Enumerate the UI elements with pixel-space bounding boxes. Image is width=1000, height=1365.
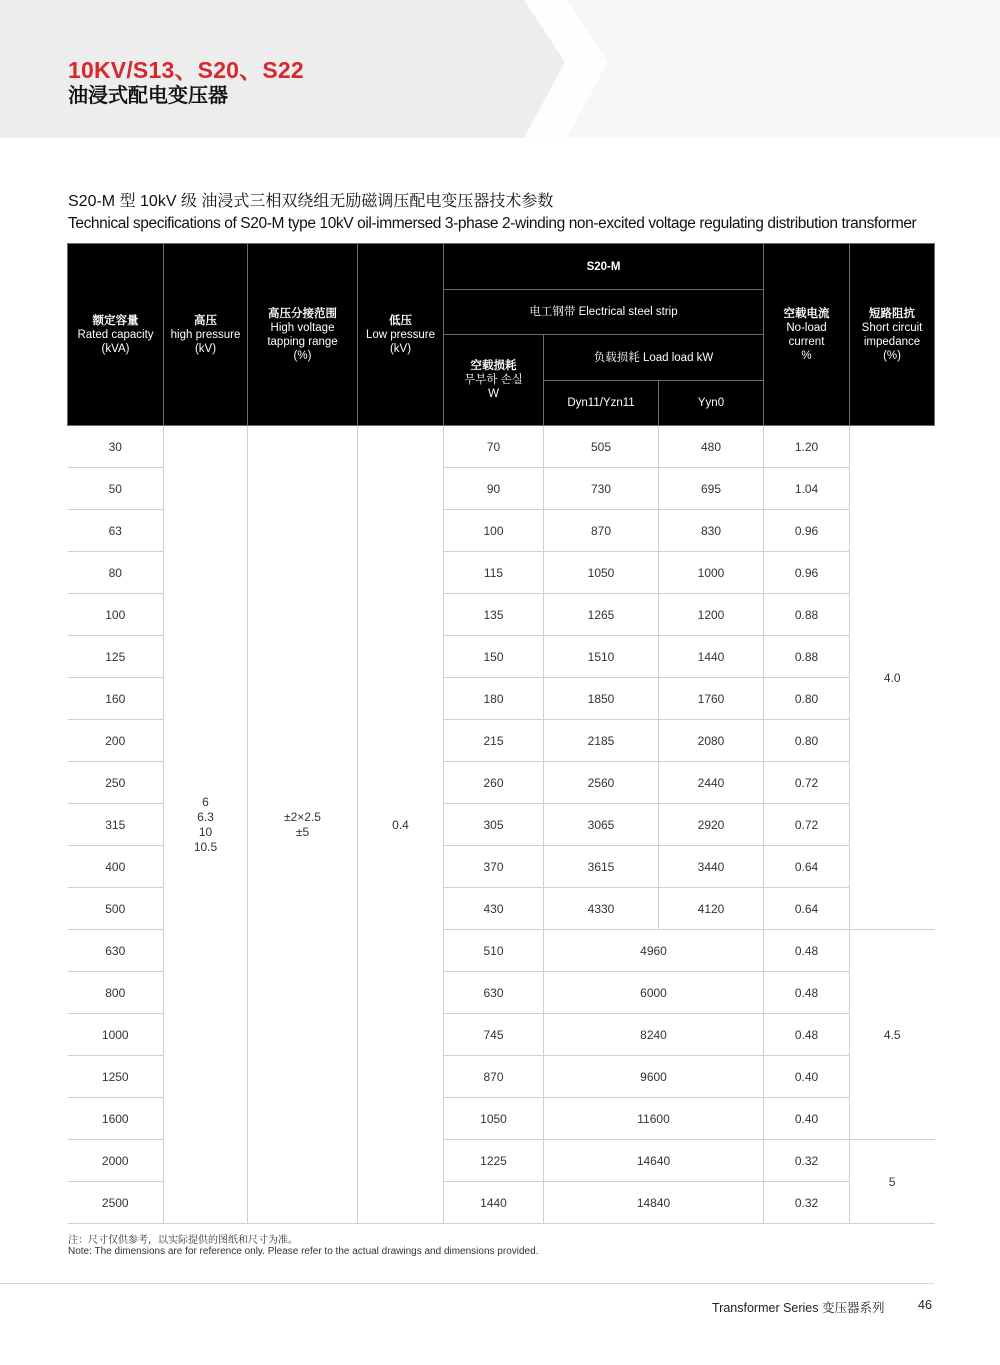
cell-tapping-range	[248, 426, 358, 1224]
page-title: 10KV/S13、S20、S22	[68, 57, 304, 83]
header-dyn11: Dyn11/Yzn11	[544, 381, 659, 426]
note-en: Note: The dimensions are for reference only. Please refer to the actual drawings and dimensions provided.	[68, 1246, 539, 1257]
cell-capacity: 50	[68, 468, 164, 510]
cell-noload-current: 0.32	[764, 1182, 850, 1224]
spec-title-cn: S20-M 型 10kV 级 油浸式三相双绕组无励磁调压配电变压器技术参数	[68, 193, 554, 210]
cell-noload-loss: 370	[444, 846, 544, 888]
cell-capacity: 800	[68, 972, 164, 1014]
tap-value: ±5	[295, 824, 310, 839]
cell-capacity: 1000	[68, 1014, 164, 1056]
cell-noload-loss: 1225	[444, 1140, 544, 1182]
cell-noload-current: 0.96	[764, 510, 850, 552]
cell-load-dyn11: 2560	[544, 762, 659, 804]
cell-capacity: 100	[68, 594, 164, 636]
header-noload-loss: 空载损耗 무부하 손실 W	[444, 335, 544, 426]
page-subtitle: 油浸式配电变压器	[68, 85, 228, 107]
cell-capacity: 1600	[68, 1098, 164, 1140]
cell-noload-current: 0.88	[764, 594, 850, 636]
cell-load-dyn11: 2185	[544, 720, 659, 762]
cell-impedance: 4.0	[850, 426, 935, 930]
header-model: S20-M	[444, 244, 764, 290]
header-band	[0, 0, 1000, 138]
cell-capacity: 200	[68, 720, 164, 762]
cell-low-voltage: 0.4	[358, 426, 444, 1224]
header-load-loss: 负载损耗 Load load kW	[544, 335, 764, 381]
cell-load-dyn11: 1510	[544, 636, 659, 678]
cell-capacity: 500	[68, 888, 164, 930]
cell-noload-current: 0.96	[764, 552, 850, 594]
cell-load-yyn0: 2440	[659, 762, 764, 804]
cell-noload-current: 0.48	[764, 972, 850, 1014]
cell-load-loss: 4960	[544, 930, 764, 972]
cell-noload-loss: 135	[444, 594, 544, 636]
header-steel-strip: 电工钢带 Electrical steel strip	[444, 290, 764, 335]
cell-load-loss: 14640	[544, 1140, 764, 1182]
spec-table-body	[68, 426, 935, 1224]
cell-noload-loss: 1050	[444, 1098, 544, 1140]
cell-load-loss: 8240	[544, 1014, 764, 1056]
cell-noload-loss: 510	[444, 930, 544, 972]
cell-noload-current: 0.80	[764, 678, 850, 720]
spec-title-en: Technical specifications of S20-M type 10kV oil-immersed 3-phase 2-winding non-excited voltage regulating distribution transformer	[68, 215, 917, 232]
cell-load-yyn0: 2080	[659, 720, 764, 762]
cell-load-yyn0: 1760	[659, 678, 764, 720]
cell-capacity: 630	[68, 930, 164, 972]
cell-noload-current: 0.32	[764, 1140, 850, 1182]
cell-noload-current: 0.88	[764, 636, 850, 678]
cell-noload-loss: 1440	[444, 1182, 544, 1224]
hv-value: 6.3	[197, 809, 214, 824]
header-tapping-range: 高压分接范围 High voltage tapping range (%)	[248, 244, 358, 426]
hv-value: 6	[202, 794, 209, 809]
hv-value: 10.5	[193, 839, 218, 854]
cell-load-yyn0: 1000	[659, 552, 764, 594]
cell-impedance: 5	[850, 1140, 935, 1224]
page-number: 46	[918, 1298, 932, 1312]
cell-noload-loss: 150	[444, 636, 544, 678]
header-capacity: 额定容量 Rated capacity (kVA)	[68, 244, 164, 426]
cell-high-voltage	[164, 426, 248, 1224]
cell-noload-current: 1.20	[764, 426, 850, 468]
cell-load-yyn0: 1200	[659, 594, 764, 636]
header-noload-current: 空载电流 No-load current %	[764, 244, 850, 426]
cell-capacity: 315	[68, 804, 164, 846]
note-cn: 注：尺寸仅供参考，以实际提供的图纸和尺寸为准。	[68, 1235, 298, 1246]
cell-load-yyn0: 1440	[659, 636, 764, 678]
cell-noload-loss: 745	[444, 1014, 544, 1056]
cell-load-yyn0: 695	[659, 468, 764, 510]
cell-noload-current: 0.64	[764, 846, 850, 888]
cell-noload-loss: 630	[444, 972, 544, 1014]
cell-noload-current: 0.48	[764, 1014, 850, 1056]
table-row	[68, 426, 935, 468]
cell-load-loss: 6000	[544, 972, 764, 1014]
header-yyn0: Yyn0	[659, 381, 764, 426]
cell-noload-loss: 260	[444, 762, 544, 804]
cell-load-yyn0: 2920	[659, 804, 764, 846]
spec-table	[67, 243, 935, 1224]
cell-capacity: 125	[68, 636, 164, 678]
cell-load-dyn11: 1265	[544, 594, 659, 636]
cell-capacity: 160	[68, 678, 164, 720]
cell-load-dyn11: 730	[544, 468, 659, 510]
cell-capacity: 2500	[68, 1182, 164, 1224]
cell-noload-loss: 70	[444, 426, 544, 468]
cell-load-dyn11: 505	[544, 426, 659, 468]
header-high-voltage: 高压 high pressure (kV)	[164, 244, 248, 426]
cell-capacity: 80	[68, 552, 164, 594]
cell-load-loss: 11600	[544, 1098, 764, 1140]
cell-capacity: 30	[68, 426, 164, 468]
cell-capacity: 2000	[68, 1140, 164, 1182]
cell-noload-current: 1.04	[764, 468, 850, 510]
cell-noload-loss: 180	[444, 678, 544, 720]
cell-load-yyn0: 480	[659, 426, 764, 468]
cell-noload-current: 0.40	[764, 1098, 850, 1140]
cell-load-loss: 14840	[544, 1182, 764, 1224]
cell-load-dyn11: 1050	[544, 552, 659, 594]
cell-load-dyn11: 3615	[544, 846, 659, 888]
header-impedance: 短路阻抗 Short circuit impedance (%)	[850, 244, 935, 426]
cell-noload-current: 0.64	[764, 888, 850, 930]
cell-load-dyn11: 4330	[544, 888, 659, 930]
cell-noload-loss: 115	[444, 552, 544, 594]
cell-noload-loss: 305	[444, 804, 544, 846]
tap-value: ±2×2.5	[284, 809, 321, 824]
cell-noload-loss: 870	[444, 1056, 544, 1098]
cell-noload-loss: 215	[444, 720, 544, 762]
cell-load-yyn0: 4120	[659, 888, 764, 930]
cell-noload-loss: 100	[444, 510, 544, 552]
cell-noload-current: 0.72	[764, 762, 850, 804]
cell-noload-current: 0.40	[764, 1056, 850, 1098]
header-low-voltage: 低压 Low pressure (kV)	[358, 244, 444, 426]
cell-load-dyn11: 1850	[544, 678, 659, 720]
cell-impedance: 4.5	[850, 930, 935, 1140]
cell-capacity: 400	[68, 846, 164, 888]
hv-value: 10	[198, 824, 213, 839]
cell-load-yyn0: 830	[659, 510, 764, 552]
cell-load-dyn11: 870	[544, 510, 659, 552]
cell-load-dyn11: 3065	[544, 804, 659, 846]
cell-capacity: 1250	[68, 1056, 164, 1098]
cell-noload-loss: 90	[444, 468, 544, 510]
footer-series: Transformer Series 变压器系列	[712, 1301, 885, 1315]
footer-divider	[0, 1283, 934, 1284]
cell-noload-current: 0.80	[764, 720, 850, 762]
cell-capacity: 250	[68, 762, 164, 804]
cell-load-yyn0: 3440	[659, 846, 764, 888]
cell-load-loss: 9600	[544, 1056, 764, 1098]
cell-noload-current: 0.72	[764, 804, 850, 846]
cell-capacity: 63	[68, 510, 164, 552]
cell-noload-current: 0.48	[764, 930, 850, 972]
cell-noload-loss: 430	[444, 888, 544, 930]
